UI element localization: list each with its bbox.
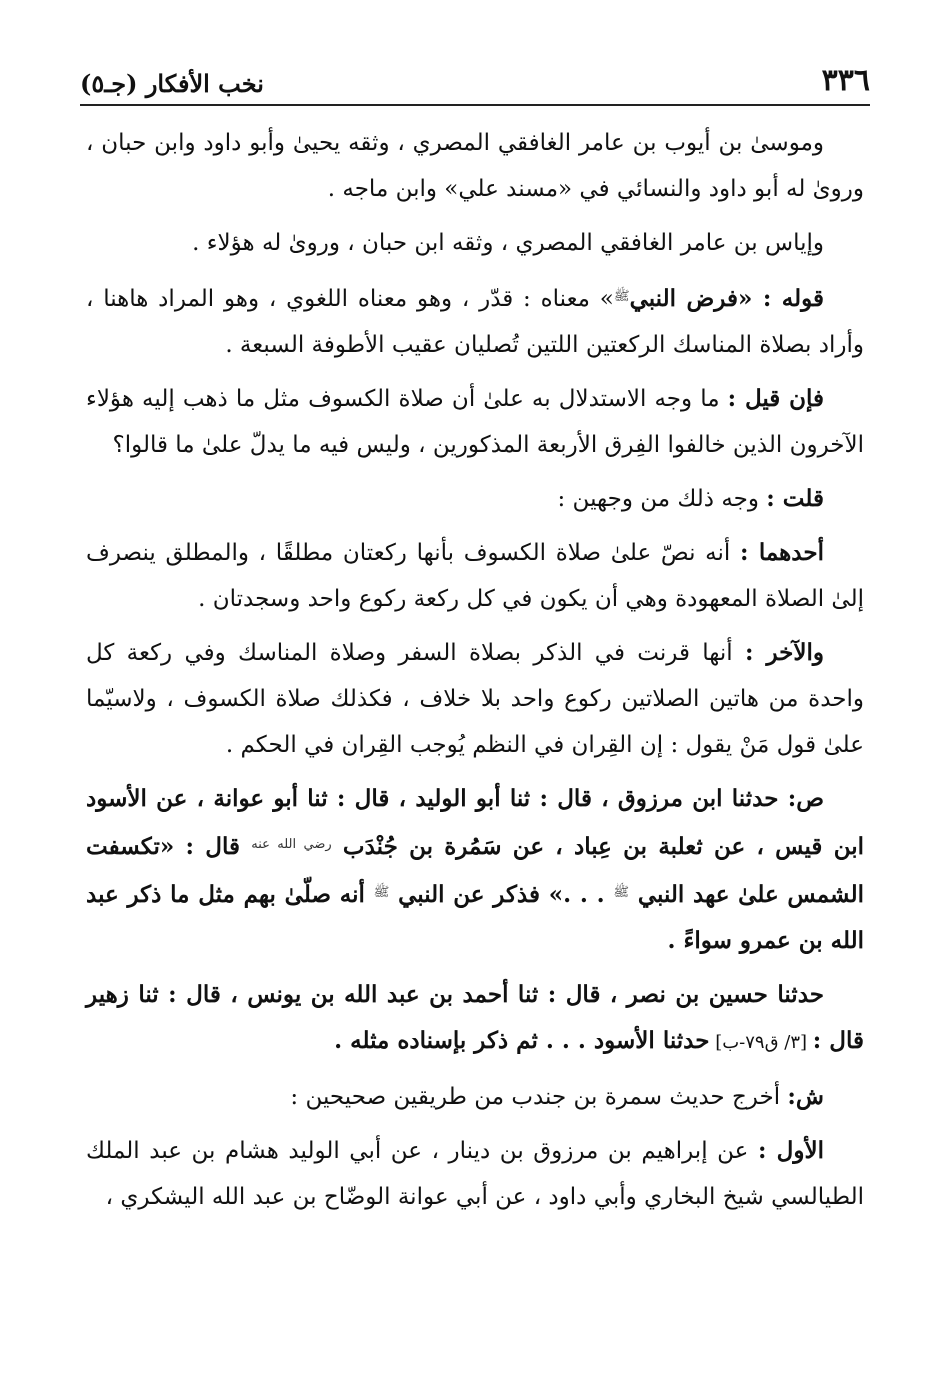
paragraph-lead: فإن قيل : [727,385,824,412]
paragraph-lead: والآخر : [744,639,824,666]
hadith-text: حدثنا الأسود . . . ثم ذكر بإسناده مثله . [334,1027,710,1054]
paragraph-text: » معناه : قدّر ، وهو معناه اللغوي ، وهو المراد هاهنا ، وأراد بصلاة المناسك الركعتين اللتين تُصليان عقيب الأطوفة السبعة . [86,286,864,358]
hadith-text: ص: حدثنا ابن مرزوق ، قال : ثنا أبو الوليد ، قال : ثنا أبو عوانة ، عن الأسود ابن قيس ، عن ثعلبة بن عِباد ، عن سَمُرة بن جُنْدَب [86,785,864,860]
paragraph-in-qila [86,376,864,468]
hadith-text: أنه صلّىٰ بهم مثل ما ذكر عبد الله بن عمرو سواءً . [86,881,864,954]
paragraph-text: أنه نصّ علىٰ صلاة الكسوف بأنها ركعتان مطلقًا ، والمطلق ينصرف إلىٰ الصلاة المعهودة وهي أن يكون في كل ركعة ركوع واحد وسجدتان . [86,540,864,612]
hadith-samura [86,776,864,964]
paragraph-lead: أحدهما : [740,539,824,566]
page-content [86,120,864,1228]
honorific-symbol: ﷺ [613,289,630,304]
book-title: نخب الأفكار (جـ٥) [80,69,264,98]
paragraph-iyas [86,220,864,266]
paragraph-text: وجه ذلك من وجهين : [557,486,767,512]
paragraph-lead: الأول : [757,1137,824,1164]
hadith-husayn [86,972,864,1066]
paragraph-al-awwal [86,1128,864,1220]
hadith-text: . . .» فذكر عن النبي [398,881,605,908]
manuscript-reference: [٣/ ق٧٩-ب] [709,1032,813,1053]
paragraph-text: وإياس بن عامر الغافقي المصري ، وثقه ابن حبان ، وروىٰ له هؤلاء . [192,230,824,256]
page-header [80,50,870,106]
paragraph-qultu [86,476,864,522]
paragraph-text: عن إبراهيم بن مرزوق بن دينار ، عن أبي الوليد هشام بن عبد الملك الطيالسي شيخ البخاري وأبي داود ، عن أبي عوانة الوضّاح بن عبد الله اليشكري ، [86,1138,864,1210]
paragraph-lead: ش: [787,1083,824,1110]
paragraph-text: أخرج حديث سمرة بن جندب من طريقين صحيحين : [290,1084,788,1110]
page-number: ٣٣٦ [821,63,870,98]
paragraph-al-akhar [86,630,864,768]
honorific-symbol: رضي الله عنه [251,837,332,852]
paragraph-lead: قلت : [766,485,824,512]
paragraph-text: ما وجه الاستدلال به علىٰ أن صلاة الكسوف مثل ما ذهب إليه هؤلاء الآخرون الذين خالفوا الفِرق الأربعة المذكورين ، وليس فيه ما يدلّ علىٰ ما قالوا؟ [86,386,864,458]
paragraph-sharh [86,1074,864,1120]
paragraph-lead: قوله : «فرض النبي [629,285,824,312]
hadith-text: قال : «تكسفت الشمس علىٰ عهد النبي [86,833,864,908]
honorific-symbol: ﷺ [373,885,390,900]
hadith-text: حدثنا حسين بن نصر ، قال : ثنا أحمد بن عبد الله بن يونس ، قال : ثنا زهير قال : [86,981,864,1054]
paragraph-text: وموسىٰ بن أيوب بن عامر الغافقي المصري ، وثقه يحيىٰ وأبو داود وابن حبان ، وروىٰ له أبو داود والنسائي في «مسند علي» وابن ماجه . [86,130,864,202]
honorific-symbol: ﷺ [613,885,630,900]
paragraph-musa [86,120,864,212]
paragraph-ahaduhuma [86,530,864,622]
paragraph-text: أنها قرنت في الذكر بصلاة السفر وصلاة المناسك وفي ركعة كل واحدة من هاتين الصلاتين ركوع واحد بلا خلاف ، فكذلك صلاة الكسوف ، ولاسيّما علىٰ قول مَنْ يقول : إن القِران في النظم يُوجب القِران في الحكم . [86,640,864,758]
paragraph-qawluhu [86,274,864,368]
